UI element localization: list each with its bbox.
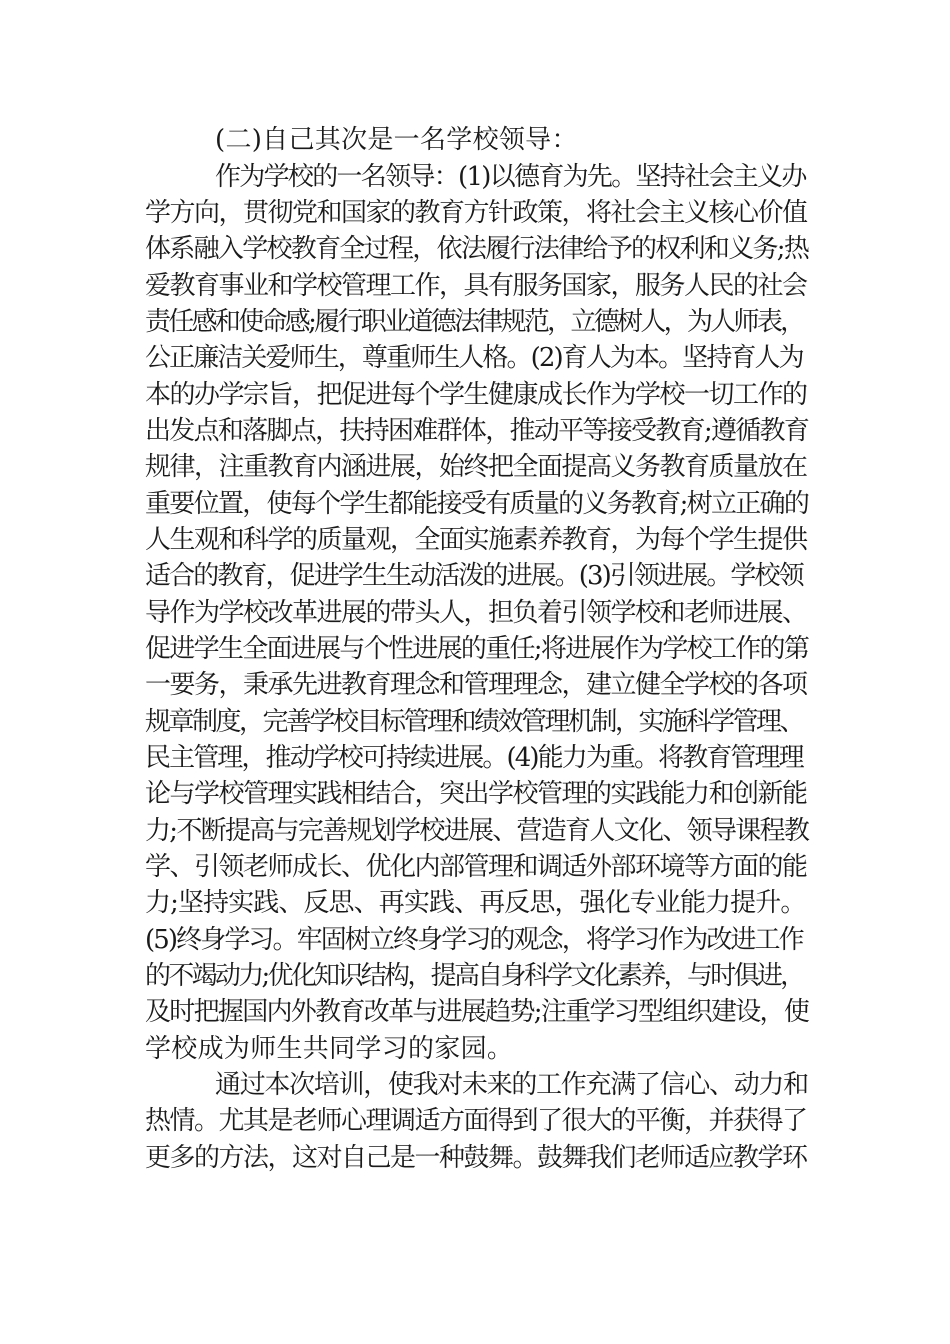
paragraph-line: 公正廉洁关爱师生，尊重师生人格。(2)育人为本。坚持育人为 [145,343,803,373]
paragraph-line: 学方向，贯彻党和国家的教育方针政策，将社会主义核心价值 [145,198,807,228]
paragraph-line: 热情。尤其是老师心理调适方面得到了很大的平衡，并获得了 [145,1106,807,1136]
paragraph-line: 及时把握国内外教育改革与进展趋势;注重学习型组织建设，使 [145,997,809,1027]
paragraph-line: 力;坚持实践、反思、再实践、再反思，强化专业能力提升。 [145,888,806,918]
paragraph-line: 学、引领老师成长、优化内部管理和调适外部环境等方面的能 [145,852,807,882]
paragraph-line: 更多的方法，这对自己是一种鼓舞。鼓舞我们老师适应教学环 [145,1143,807,1173]
paragraph-line: 适合的教育，促进学生生动活泼的进展。(3)引领进展。学校领 [145,561,803,591]
paragraph-line: 规章制度，完善学校目标管理和绩效管理机制，实施科学管理、 [145,707,804,737]
paragraph-line: 规律，注重教育内涵进展，始终把全面提高义务教育质量放在 [145,452,807,482]
paragraph-line: 通过本次培训，使我对未来的工作充满了信心、动力和 [215,1070,808,1100]
paragraph-line: 论与学校管理实践相结合，突出学校管理的实践能力和创新能 [145,779,807,809]
paragraph-line: 力;不断提高与完善规划学校进展、营造育人文化、领导课程教 [145,816,809,846]
paragraph-line: 责任感和使命感;履行职业道德法律规范，立德树人，为人师表， [145,307,804,337]
section-heading: (二)自己其次是一名学校领导： [215,125,578,155]
paragraph-line: 出发点和落脚点，扶持困难群体，推动平等接受教育;遵循教育 [145,416,809,446]
paragraph-line: 一要务，秉承先进教育理念和管理理念，建立健全学校的各项 [145,670,807,700]
paragraph-line: 导作为学校改革进展的带头人，担负着引领学校和老师进展、 [145,598,807,628]
paragraph-line: (5)终身学习。牢固树立终身学习的观念，将学习作为改进工作 [145,925,803,955]
paragraph-line: 民主管理，推动学校可持续进展。(4)能力为重。将教育管理理 [145,743,803,773]
paragraph-line: 的不竭动力;优化知识结构，提高自身科学文化素养，与时俱进， [145,961,804,991]
paragraph-line: 体系融入学校教育全过程，依法履行法律给予的权利和义务;热 [145,234,809,264]
paragraph-line: 作为学校的一名领导：(1)以德育为先。坚持社会主义办 [215,162,806,192]
paragraph-line: 重要位置，使每个学生都能接受有质量的义务教育;树立正确的 [145,489,809,519]
paragraph-line: 促进学生全面进展与个性进展的重任;将进展作为学校工作的第 [145,634,809,664]
paragraph-line: 爱教育事业和学校管理工作，具有服务国家，服务人民的社会 [145,271,807,301]
paragraph-line: 人生观和科学的质量观，全面实施素养教育，为每个学生提供 [145,525,807,555]
paragraph-line: 本的办学宗旨，把促进每个学生健康成长作为学校一切工作的 [145,380,807,410]
paragraph-line: 学校成为师生共同学习的家园。 [145,1034,514,1064]
